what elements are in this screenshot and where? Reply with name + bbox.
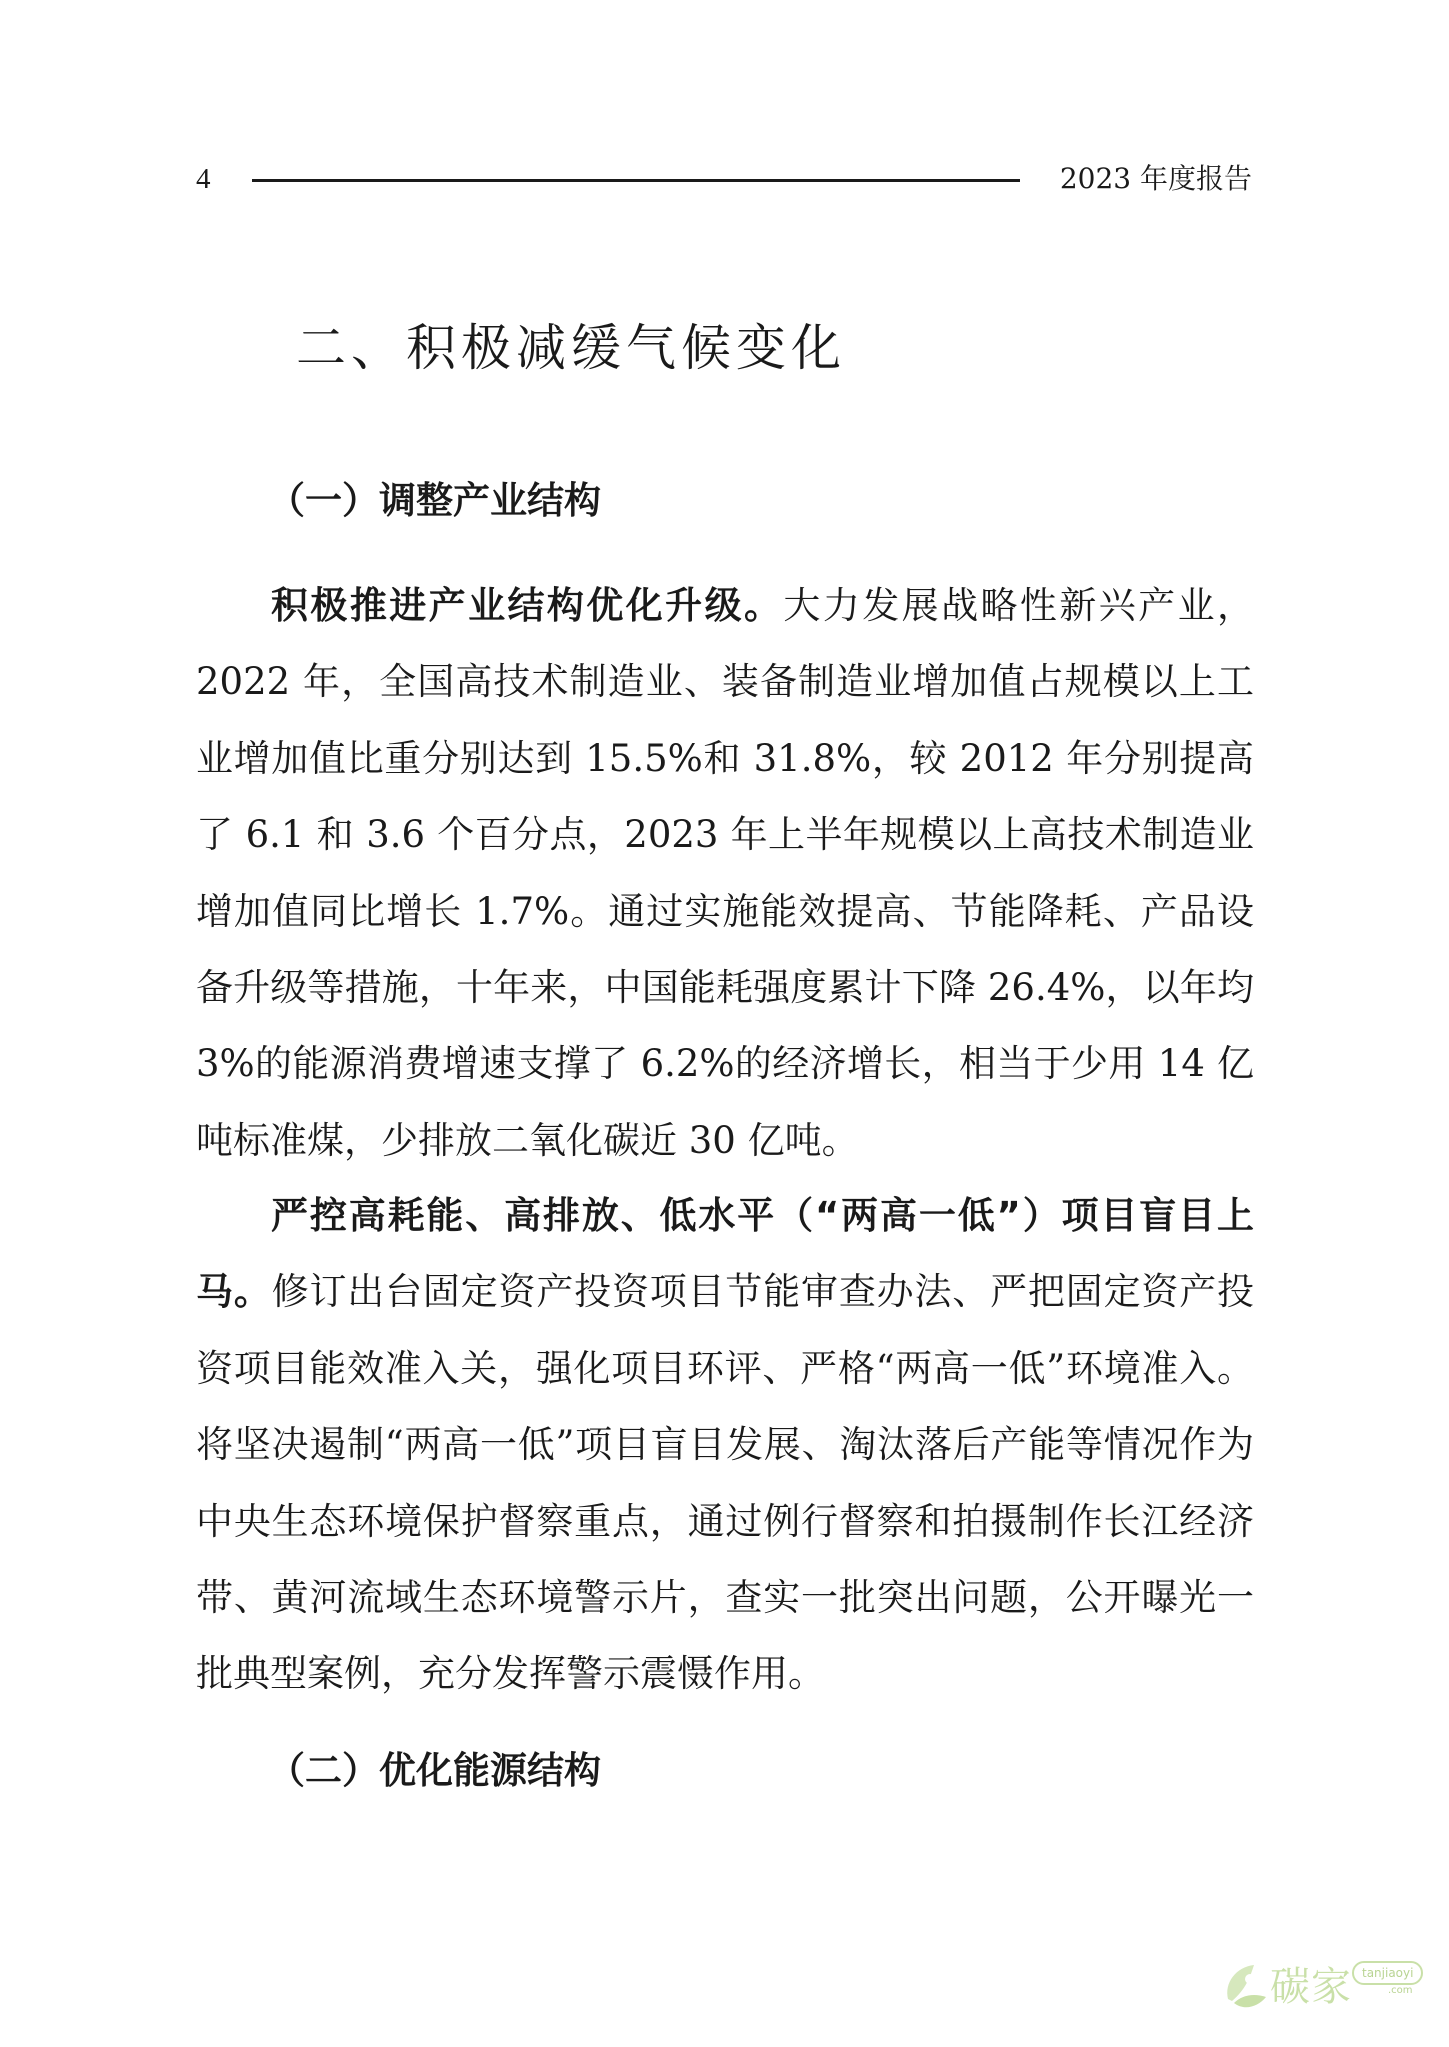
paragraph-body: 大力发展战略性新兴产业，2022 年，全国高技术制造业、装备制造业增加值占规模以上工业增加值比重分别达到 15.5%和 31.8%，较 2012 年分别提高了 6.1 和 3.6 个百分点，2023 年上半年规模以上高技术制造业增加值同比增长 1.7%。通过实施能效提高、节能降耗、产品设备升级等措施，十年来，中国能耗强度累计下降 26.4%，以年均 3%的能源消费增速支撑了 6.2%的经济增长，相当于少用 14 亿吨标准煤，少排放二氧化碳近 30 亿吨。	[196, 584, 1255, 1162]
report-name: 2023 年度报告	[1059, 162, 1252, 195]
paragraph-industrial-upgrade	[196, 568, 1254, 1179]
paragraph-lead: 积极推进产业结构优化升级。	[271, 584, 784, 627]
watermark-brand: 碳家	[1270, 1964, 1352, 2010]
paragraph-body: 修订出台固定资产投资项目节能审查办法、严把固定资产投资项目能效准入关，强化项目环评、严格“两高一低”环境准入。将坚决遏制“两高一低”项目盲目发展、淘汰落后产能等情况作为中央生态环境保护督察重点，通过例行督察和拍摄制作长江经济带、黄河流域生态环境警示片，查实一批突出问题，公开曝光一批典型案例，充分发挥警示震慑作用。	[196, 1270, 1255, 1696]
leaf-logo-icon	[1220, 1959, 1272, 2015]
watermark-badge: tanjiaoyi	[1352, 1961, 1423, 1985]
watermark-logo	[1220, 1955, 1430, 2025]
paragraph-control-high-emission-projects	[196, 1178, 1254, 1713]
page-header	[196, 158, 1252, 202]
section-heading-optimize-energy-structure: （二）优化能源结构	[268, 1749, 601, 1792]
section-heading-adjust-industrial-structure: （一）调整产业结构	[268, 479, 601, 522]
header-rule	[252, 179, 1020, 182]
chapter-title: 二、积极减缓气候变化	[296, 319, 846, 377]
page-number: 4	[196, 163, 211, 195]
watermark-domain: .com	[1388, 1985, 1413, 1996]
paragraph-lead: 严控高耗能、高排放、低水平（“两高一低”）项目盲目上马。	[196, 1194, 1254, 1314]
